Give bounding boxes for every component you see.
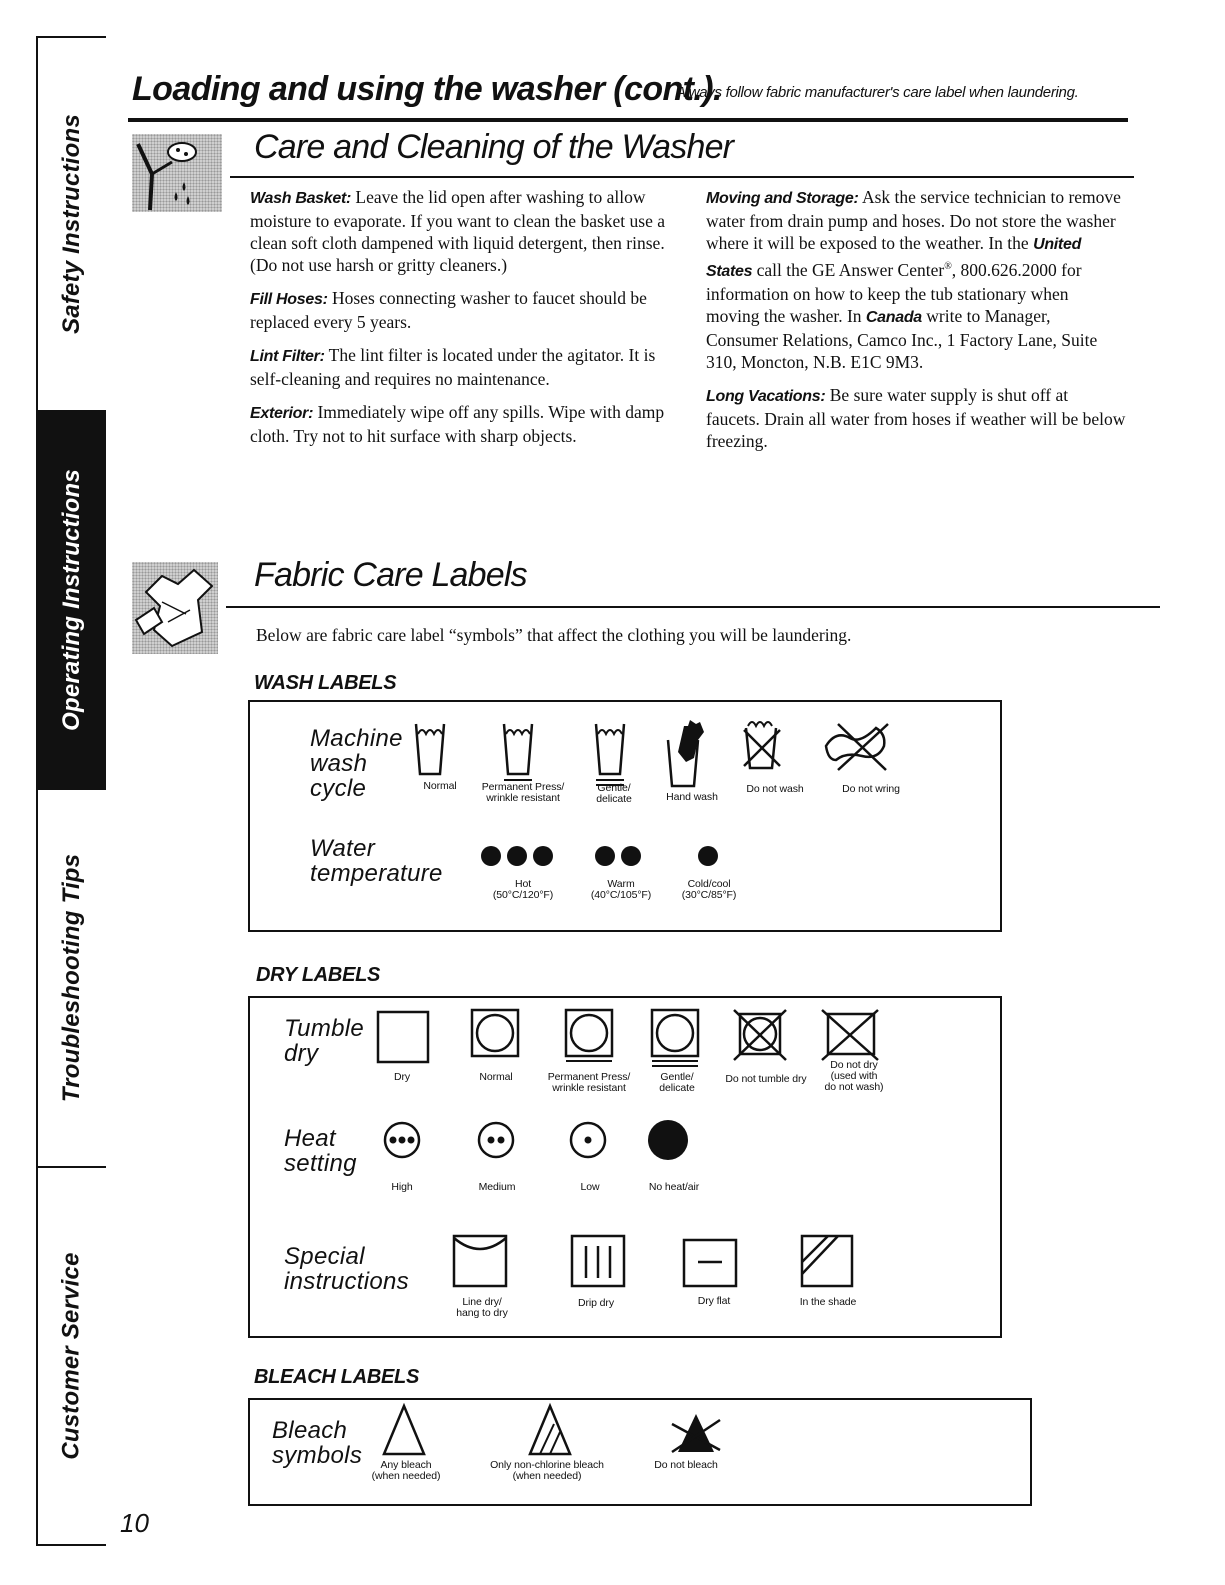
page-header <box>128 66 1128 122</box>
dry-in-shade-icon <box>802 1236 852 1286</box>
any-bleach-caption: Any bleach (when needed) <box>371 1459 441 1482</box>
do-not-wring-caption: Do not wring <box>842 783 900 795</box>
tab-troubleshooting-tips[interactable] <box>38 790 106 1168</box>
tumble-dry-gentle-caption: Gentle/ delicate <box>659 1071 695 1094</box>
low-heat-caption: Low <box>580 1181 600 1193</box>
fill-hoses-paragraph: Fill Hoses: Hoses connecting washer to faucet should be replaced every 5 years. <box>250 288 647 332</box>
tab-customer-service[interactable] <box>38 1168 106 1544</box>
cold-water-icon <box>698 846 718 866</box>
no-heat-caption: No heat/air <box>648 1181 700 1193</box>
sidebar <box>36 36 106 1546</box>
machine-wash-cycle-label: Machine wash cycle <box>310 725 403 802</box>
line-dry-icon <box>454 1236 506 1286</box>
non-chlorine-bleach-caption: Only non-chlorine bleach (when needed) <box>490 1459 604 1482</box>
drip-dry-caption: Drip dry <box>578 1297 614 1309</box>
water-temperature-label: Water temperature <box>310 835 443 887</box>
dry-in-shade-caption: In the shade <box>799 1296 857 1308</box>
tumble-dry-permanent-press-caption: Permanent Press/ wrinkle resistant <box>547 1071 631 1094</box>
lint-filter-paragraph: Lint Filter: The lint filter is located under the agitator. It is self-cleaning and requires no maintenance. <box>250 345 656 389</box>
warm-water-icon <box>595 846 641 866</box>
do-not-wash-icon <box>744 722 780 768</box>
medium-heat-icon <box>479 1123 513 1157</box>
tumble-dry-icon <box>378 1012 428 1062</box>
normal-wash-caption: Normal <box>423 780 457 792</box>
tab-label: Safety Instructions <box>58 114 86 334</box>
dry-flat-icon <box>684 1240 736 1286</box>
clothing-illustration <box>132 562 218 654</box>
sponge-icon <box>132 134 222 212</box>
any-bleach-icon <box>384 1406 424 1454</box>
care-left-column <box>250 186 682 458</box>
wash-basket-paragraph: Wash Basket: Leave the lid open after washing to allow moisture to evaporate. If you want to clean the basket use a clean soft cloth dampened with liquid detergent, then rinse. (Do not use harsh or gritty cleaners.) <box>250 187 665 275</box>
heat-setting-label: Heat setting <box>284 1125 357 1177</box>
wash-labels-heading: WASH LABELS <box>254 672 397 694</box>
dry-flat-caption: Dry flat <box>697 1295 731 1307</box>
bleach-symbols <box>380 1402 740 1458</box>
do-not-bleach-caption: Do not bleach <box>654 1459 718 1471</box>
tumble-dry-label: Tumble dry <box>284 1015 365 1067</box>
page-number: 10 <box>120 1508 149 1538</box>
fabric-intro: Below are fabric care label “symbols” that affect the clothing you will be laundering. <box>256 625 852 645</box>
drip-dry-icon <box>572 1236 624 1286</box>
normal-wash-icon <box>416 724 444 774</box>
long-vacations-paragraph: Long Vacations: Be sure water supply is shut off at faucets. Drain all water from hoses if weather will be below freezing. <box>706 384 1126 451</box>
bleach-symbols-label: Bleach symbols <box>272 1417 363 1469</box>
medium-heat-caption: Medium <box>478 1181 516 1193</box>
permanent-press-wash-icon <box>504 724 532 780</box>
dry-labels-heading: DRY LABELS <box>256 964 381 986</box>
hot-water-icon <box>481 846 553 866</box>
care-title-rule <box>230 176 1134 178</box>
hot-water-caption: Hot (50°C/120°F) <box>492 878 554 901</box>
warm-water-caption: Warm (40°C/105°F) <box>590 878 652 901</box>
do-not-dry-icon <box>822 1010 878 1060</box>
tab-label: Operating Instructions <box>58 469 86 731</box>
page-subtitle: Always follow fabric manufacturer's care label when laundering. <box>676 84 1079 101</box>
gentle-wash-icon <box>596 724 624 785</box>
tab-label: Customer Service <box>58 1252 86 1460</box>
permanent-press-wash-caption: Permanent Press/ wrinkle resistant <box>481 781 565 804</box>
do-not-bleach-icon <box>672 1414 720 1452</box>
care-right-column <box>706 186 1126 463</box>
page-title: Loading and using the washer (cont.). <box>132 70 722 108</box>
special-instruction-symbols <box>452 1234 862 1290</box>
gentle-wash-caption: Gentle/ delicate <box>596 782 632 805</box>
wash-prohibited-symbols <box>742 718 902 780</box>
fabric-section-title: Fabric Care Labels <box>254 556 527 594</box>
shirt-icon <box>132 562 218 654</box>
moving-storage-paragraph: Moving and Storage: Ask the service technician to remove water from drain pump and hoses. Do not store the washer where it will be exposed to the weather. In the United States call the GE Answer Center®, 800.626.2000 for information on how to keep the tub stationary when moving the washer. In Canada write to Manager, Consumer Relations, Camco Inc., 1 Factory Lane, Suite 310, Moncton, N.B. E1C 9M3. <box>706 187 1121 372</box>
hand-wash-icon <box>664 718 724 792</box>
tab-safety-instructions[interactable] <box>38 38 106 412</box>
bleach-labels-heading: BLEACH LABELS <box>254 1366 419 1388</box>
water-temperature-symbols <box>480 842 730 872</box>
fabric-title-rule <box>226 606 1160 608</box>
do-not-wash-caption: Do not wash <box>746 783 804 795</box>
special-instructions-label: Special instructions <box>284 1243 409 1295</box>
tumble-dry-normal-caption: Normal <box>479 1071 513 1083</box>
exterior-paragraph: Exterior: Immediately wipe off any spills. Wipe with damp cloth. Try not to hit surface with sharp objects. <box>250 402 665 446</box>
do-not-tumble-dry-caption: Do not tumble dry <box>725 1073 807 1085</box>
heat-setting-symbols <box>380 1120 700 1164</box>
hand-wash-caption: Hand wash <box>666 791 718 803</box>
high-heat-icon <box>385 1123 419 1157</box>
non-chlorine-bleach-icon <box>530 1406 570 1454</box>
do-not-dry-caption: Do not dry (used with do not wash) <box>824 1059 884 1093</box>
low-heat-icon <box>571 1123 605 1157</box>
do-not-wring-icon <box>826 724 888 770</box>
tumble-dry-normal-icon <box>472 1010 518 1056</box>
do-not-tumble-dry-icon <box>734 1010 786 1060</box>
line-dry-caption: Line dry/ hang to dry <box>456 1296 508 1319</box>
tumble-dry-caption: Dry <box>393 1071 411 1083</box>
care-section-title: Care and Cleaning of the Washer <box>254 128 734 166</box>
tab-operating-instructions[interactable] <box>38 412 106 790</box>
tumble-dry-gentle-icon <box>652 1010 698 1066</box>
washer-cleaning-illustration <box>132 134 222 212</box>
tab-label: Troubleshooting Tips <box>58 853 86 1103</box>
no-heat-icon <box>648 1120 688 1160</box>
cold-water-caption: Cold/cool (30°C/85°F) <box>681 878 737 901</box>
tumble-dry-permanent-press-icon <box>566 1010 612 1061</box>
high-heat-caption: High <box>391 1181 413 1193</box>
